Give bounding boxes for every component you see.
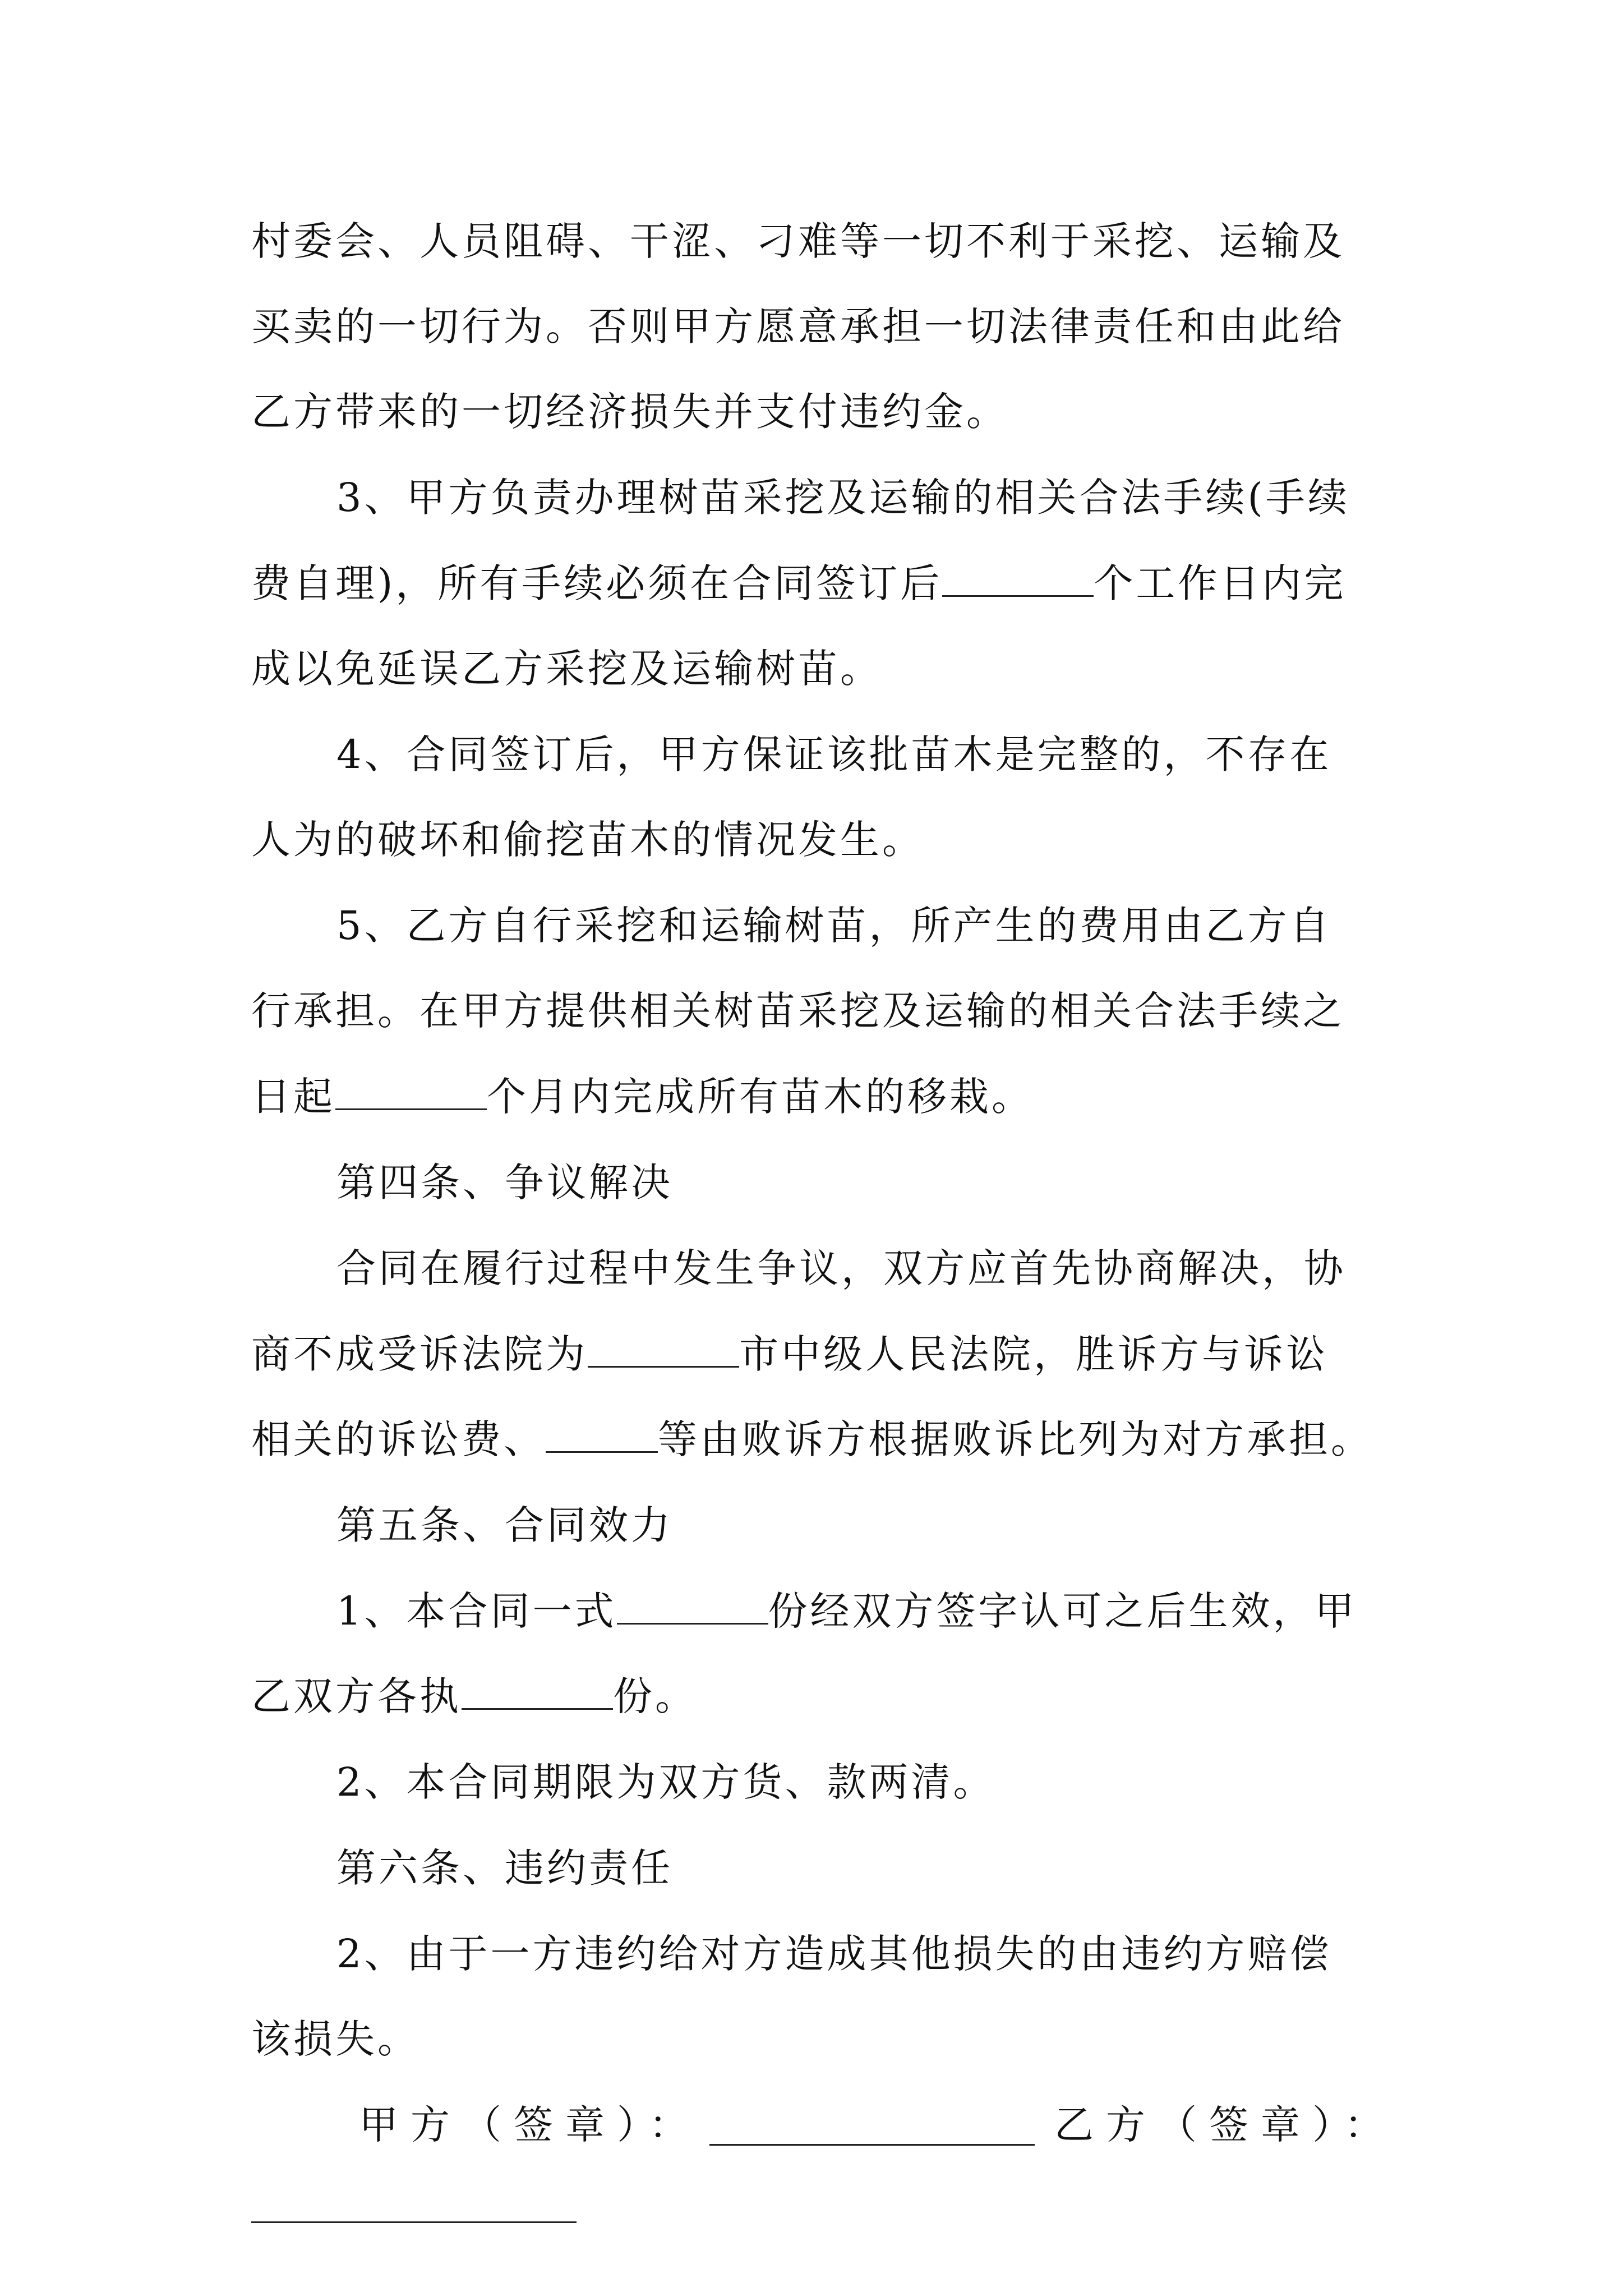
- fill-in-blank: [617, 1586, 768, 1625]
- text-line-with-blank: [251, 1071, 1034, 1122]
- text-line-with-blank: [251, 558, 1346, 609]
- text-line-with-blank: [251, 1414, 1373, 1465]
- text-line-with-blank: [336, 1586, 1357, 1636]
- text-line: 行承担。在甲方提供相关树苗采挖及运输的相关合法手续之: [251, 988, 1345, 1034]
- text-segment: 个工作日内完: [1094, 560, 1347, 606]
- fill-in-blank: [546, 1414, 658, 1453]
- party-a-signature-label: 甲方（签章）：: [359, 2102, 700, 2148]
- section-heading: 第五条、合同效力: [336, 1502, 673, 1548]
- text-line: 村委会、人员阻碍、干涩、刁难等一切不利于采挖、运输及: [251, 218, 1345, 264]
- text-line: 2、本合同期限为双方货、款两清。: [336, 1759, 995, 1805]
- text-segment: 乙双方各执: [251, 1673, 462, 1719]
- fill-in-blank: [462, 1671, 613, 1710]
- text-segment: 日起: [251, 1074, 335, 1120]
- party-b-signature-label: 乙方（签章）：: [1054, 2102, 1396, 2148]
- text-segment: 费自理)，所有手续必须在合同签订后: [251, 560, 943, 606]
- text-line: 合同在履行过程中发生争议，双方应首先协商解决，协: [336, 1245, 1346, 1291]
- text-line: 2、由于一方违约给对方造成其他损失的由违约方赔偿: [336, 1931, 1332, 1977]
- fill-in-blank: [942, 558, 1094, 597]
- section-heading: 第四条、争议解决: [336, 1159, 673, 1205]
- text-segment: 相关的诉讼费、: [251, 1416, 546, 1462]
- text-segment: 商不成受诉法院为: [251, 1331, 588, 1377]
- fill-in-blank: [588, 1329, 739, 1368]
- party-a-signature-line: [709, 2144, 1035, 2146]
- text-line-with-blank: [251, 1671, 697, 1722]
- text-line-with-blank: [251, 1329, 1328, 1379]
- text-segment: 市中级人民法院，胜诉方与诉讼: [739, 1331, 1328, 1377]
- text-line: 人为的破坏和偷挖苗木的情况发生。: [251, 817, 924, 863]
- text-segment: 1、本合同一式: [336, 1588, 617, 1634]
- section-heading: 第六条、违约责任: [336, 1845, 673, 1891]
- party-b-signature-line: [251, 2221, 577, 2223]
- text-line: 该损失。: [251, 2016, 419, 2062]
- text-segment: 等由败诉方根据败诉比列为对方承担。: [658, 1416, 1373, 1462]
- fill-in-blank: [335, 1071, 487, 1110]
- text-line: 4、合同签订后，甲方保证该批苗木是完整的，不存在: [336, 731, 1332, 777]
- text-line: 5、乙方自行采挖和运输树苗，所产生的费用由乙方自: [336, 903, 1332, 949]
- text-line: 乙方带来的一切经济损失并支付违约金。: [251, 389, 1008, 435]
- text-segment: 份经双方签字认可之后生效，甲: [768, 1588, 1357, 1634]
- text-line: 3、甲方负责办理树苗采挖及运输的相关合法手续(手续: [336, 475, 1350, 521]
- text-line: 成以免延误乙方采挖及运输树苗。: [251, 646, 882, 692]
- text-segment: 个月内完成所有苗木的移栽。: [487, 1074, 1034, 1120]
- text-line: 买卖的一切行为。否则甲方愿意承担一切法律责任和由此给: [251, 303, 1345, 349]
- text-segment: 份。: [613, 1673, 697, 1719]
